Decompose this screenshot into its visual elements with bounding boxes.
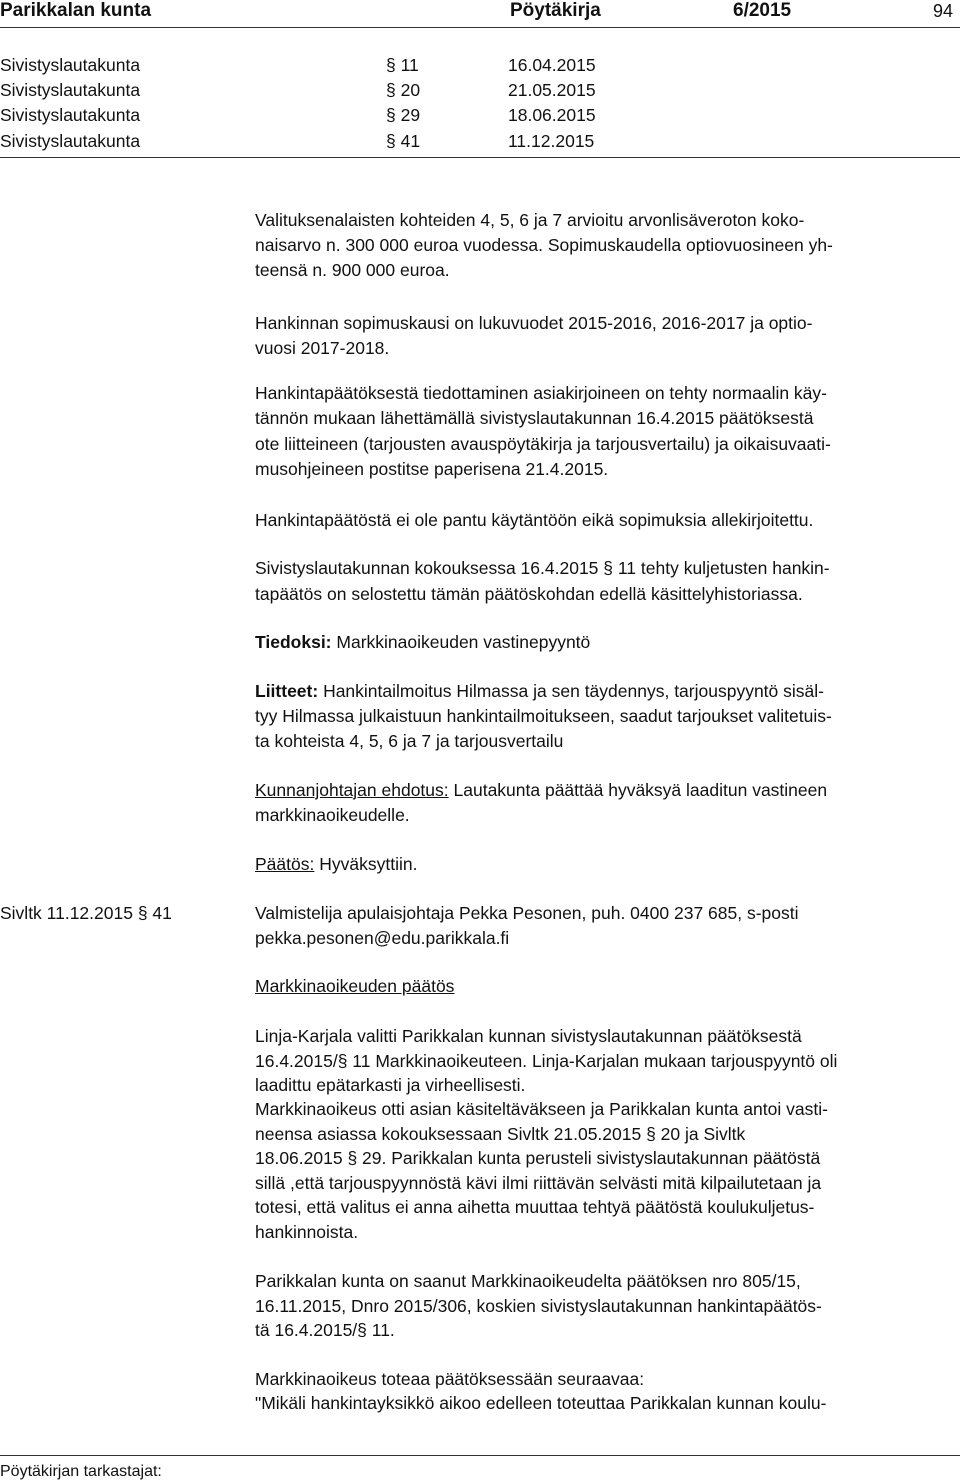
- footer-label: Pöytäkirjan tarkastajat:: [0, 1463, 162, 1480]
- document-type: Pöytäkirja: [510, 0, 601, 21]
- meeting-list-rule: [0, 157, 960, 158]
- meeting-body: Sivistyslautakunta: [0, 55, 141, 75]
- text-line: ta kohteista 4, 5, 6 ja 7 ja tarjousvertailu: [255, 731, 564, 751]
- text-line: Markkinaoikeus toteaa päätöksessään seuraavaa:: [255, 1369, 645, 1389]
- meeting-date: 16.04.2015: [508, 55, 596, 75]
- text-line: tännön mukaan lähettämällä sivistyslautakunnan 16.4.2015 päätöksestä: [255, 408, 814, 428]
- meeting-date: 21.05.2015: [508, 80, 596, 100]
- text-line: tyy Hilmassa julkaistuun hankintailmoitukseen, saadut tarjoukset valitetuis-: [255, 706, 832, 726]
- text-line: teensä n. 900 000 euroa.: [255, 260, 450, 280]
- meeting-body: Sivistyslautakunta: [0, 105, 141, 125]
- ehdotus-text: Lautakunta päättää hyväksyä laaditun vastineen: [448, 780, 828, 800]
- liitteet-text: Hankintailmoitus Hilmassa ja sen täydennys, tarjouspyyntö sisäl-: [318, 681, 824, 701]
- text-line: tapäätös on selostettu tämän päätöskohdan edellä käsittelyhistoriassa.: [255, 584, 803, 604]
- municipality-name: Parikkalan kunta: [0, 0, 152, 21]
- text-line: Markkinaoikeus otti asian käsiteltäväkseen ja Parikkalan kunta antoi vasti-: [255, 1099, 828, 1119]
- footer-rule: [0, 1455, 960, 1456]
- text-line: Valmistelija apulaisjohtaja Pekka Pesonen, puh. 0400 237 685, s-posti: [255, 903, 799, 923]
- text-line: markkinaoikeudelle.: [255, 805, 410, 825]
- text-line: hankinnoista.: [255, 1222, 359, 1242]
- text-line: sillä ,että tarjouspyynnöstä kävi ilmi riittävän selvästi mitä kilpailutetaan ja: [255, 1173, 822, 1193]
- meeting-date: 18.06.2015: [508, 105, 596, 125]
- meeting-date: 11.12.2015: [508, 131, 595, 151]
- text-line: 16.11.2015, Dnro 2015/306, koskien sivistyslautakunnan hankintapäätös-: [255, 1296, 822, 1316]
- meeting-section: § 11: [386, 55, 419, 75]
- text-line: laadittu epätarkasti ja virheellisesti.: [255, 1075, 526, 1095]
- paatos-text: Hyväksyttiin.: [314, 854, 418, 874]
- text-line: pekka.pesonen@edu.parikkala.fi: [255, 928, 510, 948]
- ehdotus-label: Kunnanjohtajan ehdotus:: [255, 780, 449, 800]
- text-line: [255, 780, 827, 801]
- text-line: musohjeineen postitse paperisena 21.4.2015.: [255, 459, 609, 479]
- text-line: vuosi 2017-2018.: [255, 338, 390, 358]
- tiedoksi-text: Markkinaoikeuden vastinepyyntö: [331, 632, 591, 652]
- page-number: 94: [933, 1, 954, 21]
- section-heading: Markkinaoikeuden päätös: [255, 976, 455, 996]
- liitteet-label: Liitteet:: [255, 681, 319, 701]
- text-line: [255, 681, 824, 702]
- meeting-body: Sivistyslautakunta: [0, 80, 141, 100]
- text-line: Sivistyslautakunnan kokouksessa 16.4.2015 § 11 tehty kuljetusten hankin-: [255, 558, 830, 578]
- meeting-section: § 20: [386, 80, 421, 100]
- text-line: totesi, että valitus ei anna aihetta muuttaa tehtyä päätöstä koulukuljetus-: [255, 1197, 815, 1217]
- tiedoksi-line: [255, 632, 590, 653]
- text-line: naisarvo n. 300 000 euroa vuodessa. Sopimuskaudella optiovuosineen yh-: [255, 235, 833, 255]
- text-line: Hankintapäätöksestä tiedottaminen asiakirjoineen on tehty normaalin käy-: [255, 383, 827, 403]
- paatos-label: Päätös:: [255, 854, 315, 874]
- meeting-section: § 29: [386, 105, 421, 125]
- paatos-line: [255, 854, 417, 875]
- section-reference: Sivltk 11.12.2015 § 41: [0, 903, 172, 923]
- paragraph-not-implemented: Hankintapäätöstä ei ole pantu käytäntöön eikä sopimuksia allekirjoitettu.: [255, 510, 814, 530]
- meeting-body: Sivistyslautakunta: [0, 131, 141, 151]
- text-line: tä 16.4.2015/§ 11.: [255, 1320, 395, 1340]
- text-line: Hankinnan sopimuskausi on lukuvuodet 2015-2016, 2016-2017 ja optio-: [255, 313, 813, 333]
- text-line: 18.06.2015 § 29. Parikkalan kunta perusteli sivistyslautakunnan päätöstä: [255, 1148, 821, 1168]
- text-line: neensa asiassa kokouksessaan Sivltk 21.05.2015 § 20 ja Sivltk: [255, 1124, 746, 1144]
- text-line: Linja-Karjala valitti Parikkalan kunnan sivistyslautakunnan päätöksestä: [255, 1026, 802, 1046]
- text-line: "Mikäli hankintayksikkö aikoo edelleen toteuttaa Parikkalan kunnan koulu-: [255, 1393, 827, 1413]
- issue-number: 6/2015: [733, 0, 792, 21]
- text-line: Parikkalan kunta on saanut Markkinaoikeudelta päätöksen nro 805/15,: [255, 1271, 801, 1291]
- tiedoksi-label: Tiedoksi:: [255, 632, 332, 652]
- header-rule: [0, 27, 960, 28]
- text-line: Valituksenalaisten kohteiden 4, 5, 6 ja 7 arvioitu arvonlisäveroton koko-: [255, 210, 805, 230]
- meeting-section: § 41: [386, 131, 421, 151]
- text-line: ote liitteineen (tarjousten avauspöytäkirja ja tarjousvertailu) ja oikaisuvaati-: [255, 434, 831, 454]
- text-line: 16.4.2015/§ 11 Markkinaoikeuteen. Linja-Karjalan mukaan tarjouspyyntö oli: [255, 1051, 838, 1071]
